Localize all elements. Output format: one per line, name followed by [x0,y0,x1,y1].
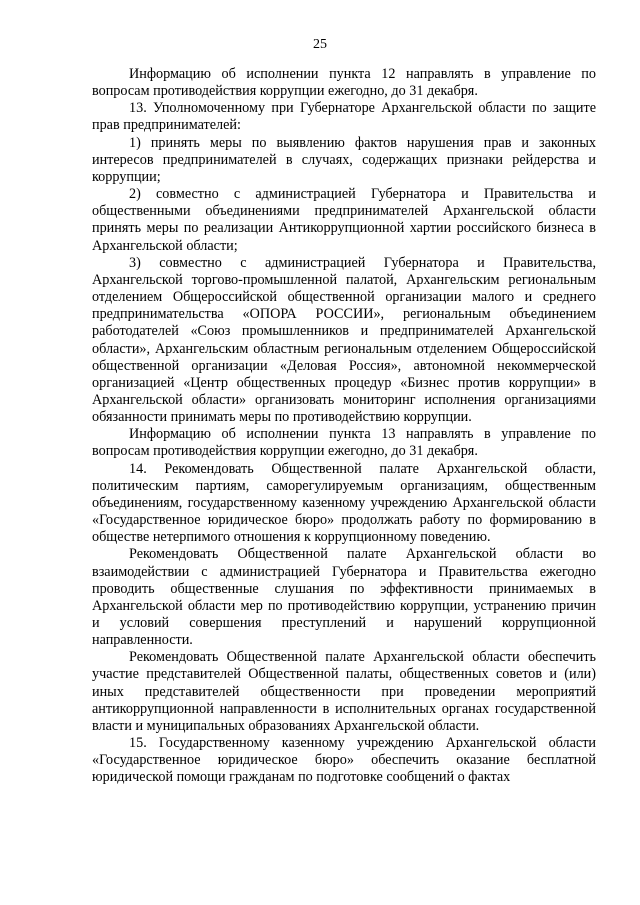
paragraph-item-13-sub-3: 3) совместно с администрацией Губернатора и Правительства, Архангельской торгово-промышленной палатой, Архангельским региональным отделением Общероссийской общественной организации малого и среднего предпринимательства «ОПОРА РОССИИ», региональным объединением работодателей «Союз промышленников и предпринимателей Архангельской области», Архангельским областным региональным отделением Общероссийской общественной организации «Деловая Россия», автономной некоммерческой организацией «Центр общественных процедур «Бизнес против коррупции» в Архангельской области» организовать мониторинг исполнения организациями обязанности принимать меры по противодействию коррупции. [92,254,596,426]
paragraph-item-13: 13. Уполномоченному при Губернаторе Архангельской области по защите прав предпринимателей: [92,100,596,134]
paragraph-item-14-recommend-participation: Рекомендовать Общественной палате Архангельской области обеспечить участие представителей Общественной палаты, общественных советов и (или) иных представителей общественности при проведении мероприятий антикоррупционной направленности в исполнительных органах государственной власти и муниципальных образованиях Архангельской области. [92,649,596,734]
page-number: 25 [313,37,327,52]
paragraph-item-14-recommend-hearings: Рекомендовать Общественной палате Архангельской области во взаимодействии с администрацией Губернатора и Правительства ежегодно проводить общественные слушания по эффективности принимаемых в Архангельской области мер по противодействию коррупции, устранению причин и условий совершения преступлений и нарушений коррупционной направленности. [92,546,596,649]
paragraph-item-13-sub-2: 2) совместно с администрацией Губернатора и Правительства и общественными объединениями предпринимателей Архангельской области принять меры по реализации Антикоррупционной хартии российского бизнеса в Архангельской области; [92,186,596,254]
paragraph-info-item-13: Информацию об исполнении пункта 13 направлять в управление по вопросам противодействия коррупции ежегодно, до 31 декабря. [92,426,596,460]
paragraph-item-14: 14. Рекомендовать Общественной палате Архангельской области, политическим партиям, саморегулируемым организациям, общественным объединениям, государственному казенному учреждению Архангельской области «Государственное юридическое бюро» продолжать работу по формированию в обществе нетерпимого отношения к коррупционному поведению. [92,460,596,546]
paragraph-item-13-sub-1: 1) принять меры по выявлению фактов нарушения прав и законных интересов предпринимателей в случаях, содержащих признаки рейдерства и коррупции; [92,134,596,185]
paragraph-item-15: 15. Государственному казенному учреждению Архангельской области «Государственное юридическое бюро» обеспечить оказание бесплатной юридической помощи гражданам по подготовке сообщений о фактах [92,735,596,786]
document-body [92,66,596,787]
paragraph-info-item-12: Информацию об исполнении пункта 12 направлять в управление по вопросам противодействия коррупции ежегодно, до 31 декабря. [92,66,596,100]
